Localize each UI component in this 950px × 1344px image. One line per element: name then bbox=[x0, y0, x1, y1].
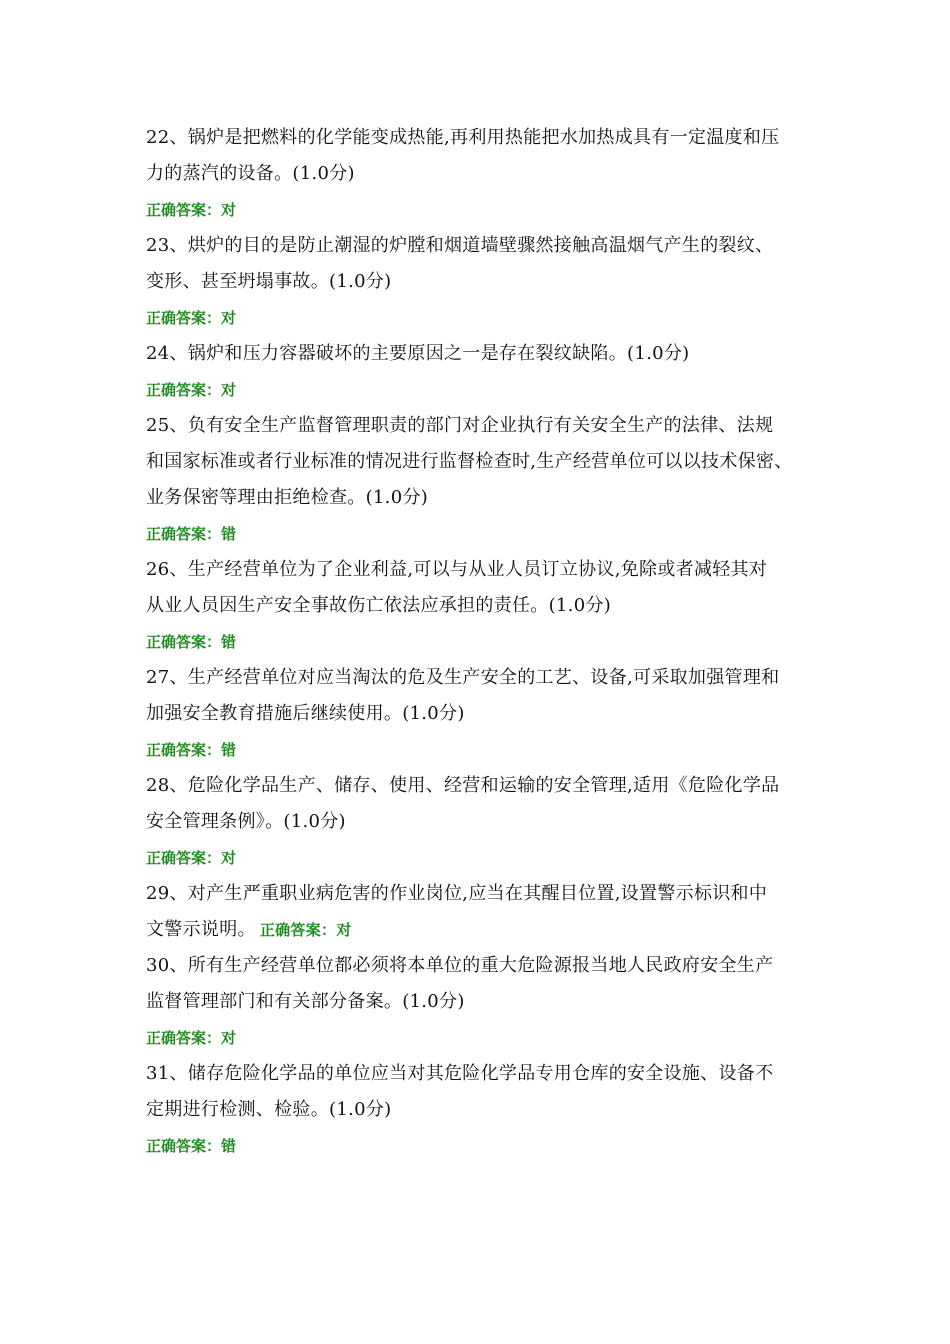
question-item bbox=[146, 228, 826, 336]
question-text: 监督管理部门和有关部分备案。(1.0分) bbox=[146, 991, 465, 1012]
question-item bbox=[146, 336, 826, 408]
correct-answer: 正确答案：对 bbox=[146, 309, 237, 327]
question-text: 变形、甚至坍塌事故。(1.0分) bbox=[146, 271, 392, 292]
question-text-with-answer bbox=[146, 912, 826, 948]
question-text: 力的蒸汽的设备。(1.0分) bbox=[146, 163, 355, 184]
question-text: 定期进行检测、检验。(1.0分) bbox=[146, 1099, 392, 1120]
question-text: 25、负有安全生产监督管理职责的部门对企业执行有关安全生产的法律、法规 bbox=[146, 415, 774, 436]
question-text: 26、生产经营单位为了企业利益,可以与从业人员订立协议,免除或者减轻其对 bbox=[146, 559, 768, 580]
question-text: 28、危险化学品生产、储存、使用、经营和运输的安全管理,适用《危险化学品 bbox=[146, 775, 780, 796]
correct-answer: 正确答案：对 bbox=[146, 381, 237, 399]
question-text: 从业人员因生产安全事故伤亡依法应承担的责任。(1.0分) bbox=[146, 595, 612, 616]
question-item bbox=[146, 1056, 826, 1164]
question-item bbox=[146, 768, 826, 876]
correct-answer: 正确答案：错 bbox=[146, 525, 237, 543]
correct-answer: 正确答案：错 bbox=[146, 1137, 237, 1155]
question-item bbox=[146, 876, 826, 948]
correct-answer: 正确答案：对 bbox=[146, 849, 237, 867]
question-item bbox=[146, 408, 826, 552]
correct-answer: 正确答案：错 bbox=[146, 741, 237, 759]
correct-answer: 正确答案：对 bbox=[146, 201, 237, 219]
question-text: 29、对产生严重职业病危害的作业岗位,应当在其醒目位置,设置警示标识和中 bbox=[146, 883, 768, 904]
question-item bbox=[146, 948, 826, 1056]
question-text: 24、锅炉和压力容器破坏的主要原因之一是存在裂纹缺陷。(1.0分) bbox=[146, 343, 690, 364]
document-page bbox=[146, 120, 826, 1164]
correct-answer: 正确答案：对 bbox=[259, 921, 352, 939]
question-text: 27、生产经营单位对应当淘汰的危及生产安全的工艺、设备,可采取加强管理和 bbox=[146, 667, 780, 688]
correct-answer: 正确答案：对 bbox=[146, 1029, 237, 1047]
question-text: 31、储存危险化学品的单位应当对其危险化学品专用仓库的安全设施、设备不 bbox=[146, 1063, 774, 1084]
question-text: 文警示说明。 bbox=[146, 919, 256, 940]
question-text: 和国家标准或者行业标准的情况进行监督检查时,生产经营单位可以以技术保密、 bbox=[146, 451, 793, 472]
question-text: 业务保密等理由拒绝检查。(1.0分) bbox=[146, 487, 429, 508]
question-text: 加强安全教育措施后继续使用。(1.0分) bbox=[146, 703, 465, 724]
question-item bbox=[146, 552, 826, 660]
correct-answer: 正确答案：错 bbox=[146, 633, 237, 651]
question-text: 安全管理条例》。(1.0分) bbox=[146, 811, 346, 832]
question-text: 23、烘炉的目的是防止潮湿的炉膛和烟道墙壁骤然接触高温烟气产生的裂纹、 bbox=[146, 235, 774, 256]
question-item bbox=[146, 660, 826, 768]
question-text: 22、锅炉是把燃料的化学能变成热能,再利用热能把水加热成具有一定温度和压 bbox=[146, 127, 780, 148]
question-item bbox=[146, 120, 826, 228]
question-text: 30、所有生产经营单位都必须将本单位的重大危险源报当地人民政府安全生产 bbox=[146, 955, 774, 976]
